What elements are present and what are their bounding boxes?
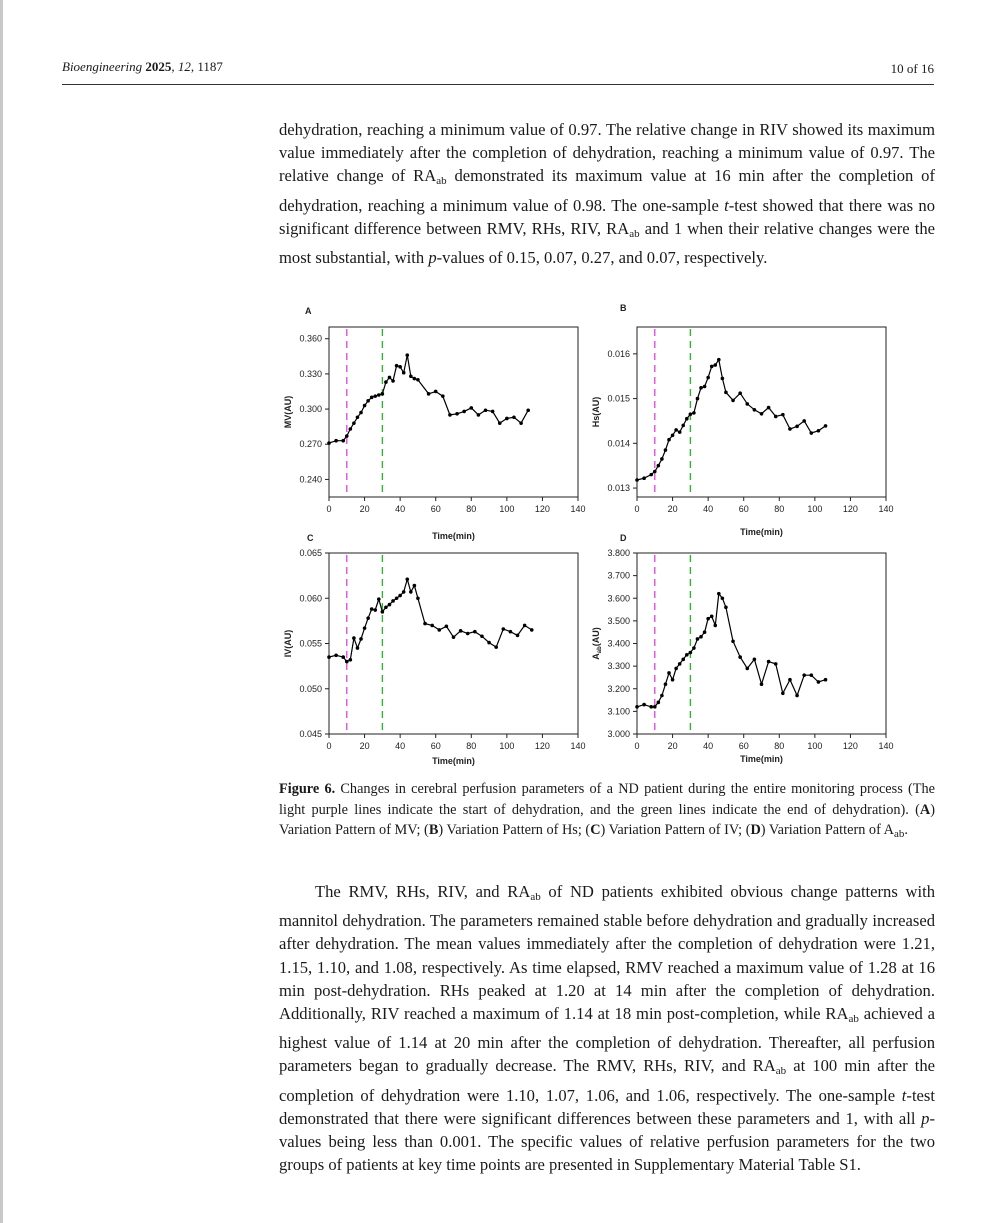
x-tick-label: 100	[807, 504, 823, 514]
data-point	[505, 417, 509, 421]
series-line	[329, 579, 532, 661]
data-point	[469, 406, 473, 410]
x-tick-label: 60	[430, 504, 441, 514]
data-point	[817, 429, 821, 433]
data-point	[774, 415, 778, 419]
data-point	[635, 478, 639, 482]
x-tick-label: 80	[466, 741, 477, 751]
chart-panel-b	[591, 303, 894, 537]
data-point	[509, 630, 513, 634]
y-axis-label: $A_{ab}(AU)$	[591, 627, 603, 660]
data-point	[402, 371, 406, 375]
y-tick-label: 0.270	[299, 439, 322, 450]
data-point	[462, 410, 466, 414]
x-tick-label: 100	[499, 504, 515, 514]
page-number: 10 of 16	[890, 61, 934, 76]
journal-name: Bioengineering	[62, 59, 143, 74]
chart-panel-d	[591, 533, 894, 764]
y-tick-label: 0.055	[299, 638, 322, 649]
data-point	[767, 660, 771, 664]
data-point	[724, 391, 728, 395]
x-tick-label: 140	[570, 741, 586, 751]
x-tick-label: 40	[395, 504, 406, 514]
data-point	[745, 667, 749, 671]
data-point	[523, 624, 527, 628]
data-point	[334, 439, 338, 443]
data-point	[760, 682, 764, 686]
x-tick-label: 40	[395, 741, 406, 751]
data-point	[824, 678, 828, 682]
x-axis-label: Time(min)	[432, 756, 475, 766]
data-point	[699, 635, 703, 639]
y-tick-label: 3.200	[607, 683, 630, 694]
data-point	[430, 624, 434, 628]
data-point	[402, 590, 406, 594]
data-point	[738, 655, 742, 659]
data-point	[381, 392, 385, 396]
data-point	[649, 473, 653, 477]
data-point	[526, 408, 530, 412]
data-point	[366, 616, 370, 620]
data-point	[692, 411, 696, 415]
data-point	[802, 673, 806, 677]
data-point	[717, 358, 721, 362]
y-tick-label: 0.015	[607, 393, 630, 404]
plot-frame	[637, 553, 886, 734]
data-point	[810, 431, 814, 435]
data-point	[327, 655, 331, 659]
data-point	[452, 635, 456, 639]
data-point	[356, 415, 360, 419]
plot-frame	[329, 553, 578, 734]
x-tick-label: 20	[359, 741, 370, 751]
x-tick-label: 20	[359, 504, 370, 514]
data-point	[674, 428, 678, 432]
x-tick-label: 140	[570, 504, 586, 514]
data-point	[363, 626, 367, 630]
y-tick-label: 3.400	[607, 638, 630, 649]
journal-volume: 12	[177, 59, 191, 74]
data-point	[635, 705, 639, 709]
data-point	[710, 615, 714, 619]
data-point	[359, 637, 363, 641]
x-tick-label: 140	[878, 504, 894, 514]
data-point	[416, 596, 420, 600]
x-tick-label: 100	[499, 741, 515, 751]
data-point	[653, 470, 657, 474]
data-point	[366, 399, 370, 403]
y-tick-label: 0.013	[607, 483, 630, 494]
data-point	[681, 424, 685, 428]
header-rule	[62, 84, 934, 85]
data-point	[731, 639, 735, 643]
data-point	[409, 590, 413, 594]
data-point	[459, 629, 463, 633]
data-point	[717, 592, 721, 596]
data-point	[377, 393, 381, 397]
data-point	[398, 594, 402, 598]
x-tick-label: 100	[807, 741, 823, 751]
y-tick-label: 0.330	[299, 368, 322, 379]
x-tick-label: 80	[774, 741, 785, 751]
data-point	[352, 421, 356, 425]
y-tick-label: 3.700	[607, 570, 630, 581]
y-tick-label: 3.000	[607, 729, 630, 739]
data-point	[664, 682, 668, 686]
data-point	[491, 410, 495, 414]
data-point	[519, 421, 523, 425]
series-line	[637, 594, 826, 707]
data-point	[802, 419, 806, 423]
data-point	[696, 397, 700, 401]
x-tick-label: 40	[703, 741, 714, 751]
data-point	[349, 427, 353, 431]
data-point	[498, 421, 502, 425]
y-tick-label: 3.300	[607, 661, 630, 672]
data-point	[817, 680, 821, 684]
y-tick-label: 0.016	[607, 348, 630, 359]
x-tick-label: 140	[878, 741, 894, 751]
data-point	[502, 627, 506, 631]
data-point	[745, 402, 749, 406]
data-point	[334, 653, 338, 657]
panel-letter: A	[305, 306, 312, 316]
data-point	[788, 678, 792, 682]
data-point	[774, 662, 778, 666]
y-tick-label: 3.800	[607, 548, 630, 558]
data-point	[356, 646, 360, 650]
data-point	[703, 385, 707, 389]
data-point	[721, 377, 725, 381]
y-axis-label: MV(AU)	[283, 395, 293, 429]
y-tick-label: 3.600	[607, 593, 630, 604]
x-tick-label: 120	[842, 504, 858, 514]
data-point	[395, 596, 399, 600]
data-point	[795, 694, 799, 698]
y-axis-label: IV(AU)	[283, 629, 293, 658]
paragraph-1: dehydration, reaching a minimum value of 0.97. The relative change in RIV showed its maximum value immediately after the completion of dehydration, reaching a minimum value of 0.97. The relative change of $RA_{ab}$ demonstrated its maximum value at 16 min after the completion of dehydration, reaching a minimum value of 0.98. The one-sample t-test showed that there was no significant difference between RMV, RHs, RIV, $RA_{ab}$ and 1 when their relative changes were the most substantial, with p-values of 0.15, 0.07, 0.27, and 0.07, respectively.	[279, 120, 935, 268]
data-point	[657, 464, 661, 468]
data-point	[381, 610, 385, 614]
data-point	[388, 376, 392, 380]
data-point	[359, 411, 363, 415]
data-point	[657, 701, 661, 705]
data-point	[738, 391, 742, 395]
data-point	[710, 365, 714, 369]
x-tick-label: 20	[667, 741, 678, 751]
data-point	[678, 430, 682, 434]
data-point	[373, 608, 377, 612]
x-tick-label: 60	[738, 741, 749, 751]
data-point	[388, 603, 392, 607]
page-edge	[0, 0, 3, 1223]
plot-frame	[637, 327, 886, 497]
data-point	[398, 365, 402, 369]
data-point	[760, 412, 764, 416]
data-point	[441, 394, 445, 398]
article-number: 1187	[197, 59, 223, 74]
data-point	[341, 655, 345, 659]
data-point	[391, 599, 395, 603]
data-point	[685, 653, 689, 657]
data-point	[721, 596, 725, 600]
data-point	[703, 630, 707, 634]
data-point	[767, 406, 771, 410]
figure-caption: Figure 6. Changes in cerebral perfusion parameters of a ND patient during the entire monitoring process (The light purple lines indicate the start of dehydration, and the green lines indicate the end of dehydration). (A) Variation Pattern of MV; (B) Variation Pattern of Hs; (C) Variation Pattern of IV; (D) Variation Pattern of $A_{ab}$.	[279, 781, 935, 841]
data-point	[480, 634, 484, 638]
y-tick-label: 3.100	[607, 706, 630, 717]
data-point	[516, 634, 520, 638]
data-point	[345, 660, 349, 664]
x-tick-label: 120	[842, 741, 858, 751]
data-point	[753, 658, 757, 662]
x-tick-label: 80	[774, 504, 785, 514]
data-point	[473, 630, 477, 634]
y-tick-label: 0.045	[299, 729, 322, 739]
data-point	[437, 628, 441, 632]
data-point	[352, 636, 356, 640]
data-point	[448, 413, 452, 417]
data-point	[434, 390, 438, 394]
chart-panel-a	[283, 306, 586, 541]
y-tick-label: 0.360	[299, 333, 322, 344]
data-point	[416, 378, 420, 382]
data-point	[413, 584, 417, 588]
data-point	[391, 379, 395, 383]
data-point	[530, 628, 534, 632]
plot-frame	[329, 327, 578, 497]
data-point	[674, 667, 678, 671]
y-tick-label: 0.300	[299, 404, 322, 415]
data-point	[667, 671, 671, 675]
data-point	[377, 597, 381, 601]
x-tick-label: 40	[703, 504, 714, 514]
data-point	[724, 606, 728, 610]
x-axis-label: Time(min)	[740, 527, 783, 537]
x-tick-label: 0	[326, 504, 332, 514]
x-tick-label: 120	[534, 504, 550, 514]
x-tick-label: 0	[634, 741, 640, 751]
data-point	[671, 433, 675, 437]
data-point	[696, 637, 700, 641]
data-point	[494, 645, 498, 649]
data-point	[681, 658, 685, 662]
data-point	[667, 438, 671, 442]
y-tick-label: 0.014	[607, 438, 630, 449]
data-point	[477, 413, 481, 417]
data-point	[370, 396, 374, 400]
data-point	[706, 376, 710, 380]
data-point	[689, 412, 693, 416]
data-point	[781, 691, 785, 695]
x-tick-label: 0	[634, 504, 640, 514]
data-point	[731, 399, 735, 403]
paragraph-2: The RMV, RHs, RIV, and $RA_{ab}$ of ND patients exhibited obvious change patterns with mannitol dehydration. The parameters remained stable before dehydration and gradually increased after dehydration. The mean values immediately after the completion of dehydration were 1.21, 1.15, 1.10, and 1.08, respectively. As time elapsed, RMV reached a maximum value of 1.28 at 16 min post-dehydration. RHs peaked at 1.20 at 14 min after the completion of dehydration. Additionally, RIV reached a maximum of 1.14 at 18 min post-completion, while $RA_{ab}$ achieved a highest value of 1.14 at 20 min after the completion of dehydration. Thereafter, all perfusion parameters began to gradually decrease. The RMV, RHs, RIV, and $RA_{ab}$ at 100 min after the completion of dehydration were 1.10, 1.07, 1.06, and 1.06, respectively. The one-sample t-test demonstrated that there were significant differences between these parameters and 1, with all p-values being less than 0.001. The specific values of relative perfusion parameters for the two groups of patients at key time points are presented in Supplementary Material Table S1.	[279, 882, 936, 1175]
data-point	[349, 658, 353, 662]
data-point	[671, 678, 675, 682]
data-point	[413, 377, 417, 381]
chart-panel-c	[283, 533, 586, 766]
series-line	[637, 360, 826, 480]
data-point	[487, 641, 491, 645]
data-point	[341, 439, 345, 443]
y-tick-label: 0.060	[299, 593, 322, 604]
x-axis-label: Time(min)	[740, 754, 783, 764]
x-tick-label: 80	[466, 504, 477, 514]
data-point	[363, 404, 367, 408]
data-point	[642, 703, 646, 707]
data-point	[685, 417, 689, 421]
data-point	[405, 353, 409, 357]
data-point	[370, 607, 374, 611]
data-point	[781, 413, 785, 417]
data-point	[405, 577, 409, 581]
data-point	[466, 632, 470, 636]
series-line	[329, 355, 528, 443]
data-point	[327, 441, 331, 445]
data-point	[427, 392, 431, 396]
data-point	[649, 705, 653, 709]
data-point	[689, 651, 693, 655]
data-point	[455, 412, 459, 416]
data-point	[484, 408, 488, 412]
data-point	[445, 625, 449, 629]
data-point	[678, 662, 682, 666]
data-point	[423, 622, 427, 626]
data-point	[409, 374, 413, 378]
x-tick-label: 120	[534, 741, 550, 751]
x-tick-label: 60	[738, 504, 749, 514]
data-point	[653, 705, 657, 709]
data-point	[706, 617, 710, 621]
data-point	[642, 476, 646, 480]
data-point	[824, 424, 828, 428]
panel-letter: C	[307, 533, 314, 543]
y-axis-label: Hs(AU)	[591, 396, 601, 428]
y-tick-label: 3.500	[607, 615, 630, 626]
panel-letter: D	[620, 533, 627, 543]
data-point	[795, 425, 799, 429]
data-point	[384, 380, 388, 384]
data-point	[699, 386, 703, 390]
data-point	[660, 457, 664, 461]
data-point	[395, 364, 399, 368]
data-point	[664, 448, 668, 452]
x-tick-label: 0	[326, 741, 332, 751]
data-point	[692, 646, 696, 650]
data-point	[512, 415, 516, 419]
x-tick-label: 20	[667, 504, 678, 514]
y-tick-label: 0.065	[299, 548, 322, 558]
x-tick-label: 60	[430, 741, 441, 751]
data-point	[810, 673, 814, 677]
x-axis-label: Time(min)	[432, 531, 475, 541]
y-tick-label: 0.050	[299, 683, 322, 694]
y-tick-label: 0.240	[299, 474, 322, 485]
data-point	[788, 427, 792, 431]
panel-letter: B	[620, 303, 627, 313]
journal-year: 2025	[145, 59, 172, 74]
data-point	[753, 408, 757, 412]
data-point	[713, 363, 717, 367]
data-point	[713, 624, 717, 628]
running-header-journal: Bioengineering 2025, 12, 1187	[62, 59, 223, 74]
data-point	[384, 606, 388, 610]
data-point	[660, 694, 664, 698]
data-point	[373, 394, 377, 398]
data-point	[345, 434, 349, 438]
